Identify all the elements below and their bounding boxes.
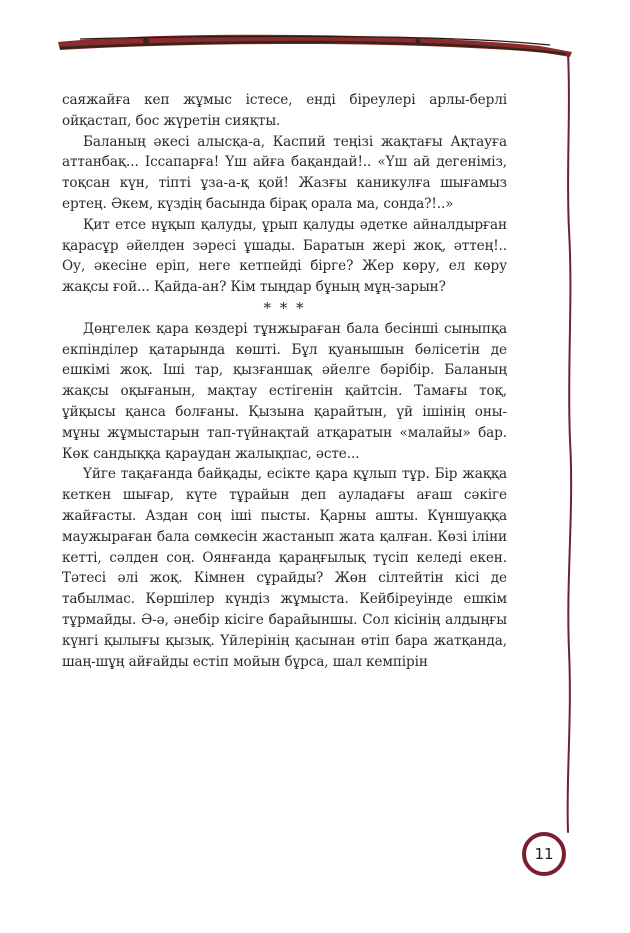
paragraph: Үйге тақағанда байқады, есікте қара құлып тұр. Бір жаққа кеткен шығар, күте тұрайын деп ауладағы ағаш сәкіге жайғасты. Аздан соң іші пысты. Қарны ашты. Күншуаққа маужыраған бала сөмкесін жастанып жата қалған. Көзі іліни кетті, сәлден соң. Оянғанда қараңғылық түсіп келеді екен. Тәтесі әлі жоқ. Кімнен сұрайды? Жөн сілтейтін кісі де табылмас. Көршілер күндіз жұмыста. Кейбіреуінде ешкім тұрмайды. Ә-ә, әнебір кісіге барайыншы. Сол кісінің алдыңғы күнгі қылығы қызық. Үйлерінің қасынан өтіп бара жатқанда, шаң-шұң айғайды естіп мойын бұрса, шал кемпірін: [62, 466, 507, 670]
paragraph: Қит етсе нұқып қалуды, ұрып қалуды әдетке айналдырған қарасұр әйелден зәресі ұшады. Баратын жері жоқ, әттең!.. Оу, әкесіне еріп, неге кетпейді бірге? Жер көру, ел көру жақсы ғой... Қайда-ан? Кім тыңдар бұның мұң-зарын?: [62, 216, 507, 296]
paragraph: Баланың әкесі алысқа-а, Каспий теңізі жақтағы Ақтауға аттанбақ... Іссапарға! Үш айға бақандай!.. «Үш ай дегеніміз, тоқсан күн, тіпті ұза-а-қ қой! Жазғы каникулға шығамыз ертең. Әкем, күздің басында бірақ орала ма, сонда?!..»: [62, 133, 507, 212]
paragraph: Дөңгелек қара көздері тұнжыраған бала бесінші сыныпқа екпінділер қатарында көшті. Бұл қуанышын бөлісетін де ешкімі жоқ. Іші тар, қызғаншақ әйелге бәрібір. Баланың жақсы оқығанын, мақтау естігенін қайтсін. Тамағы тоқ, ұйқысы қанса болғаны. Қызына қарайтын, үй ішінің оны-мұны жұмыстарын тап-түйнақтай атқаратын «малайы» бар. Көк сандыққа қараудан жалықпас, әсте...: [62, 320, 507, 462]
section-separator: * * *: [263, 298, 306, 317]
hanging-line: [568, 54, 572, 832]
page-number: 11: [522, 832, 566, 876]
body-text: [62, 90, 507, 672]
branch-knot: [143, 38, 149, 44]
branch-knot: [416, 39, 421, 44]
paragraph: саяжайға кеп жұмыс істесе, енді біреулері арлы-берлі ойқастап, бос жүретін сияқты.: [62, 92, 507, 129]
